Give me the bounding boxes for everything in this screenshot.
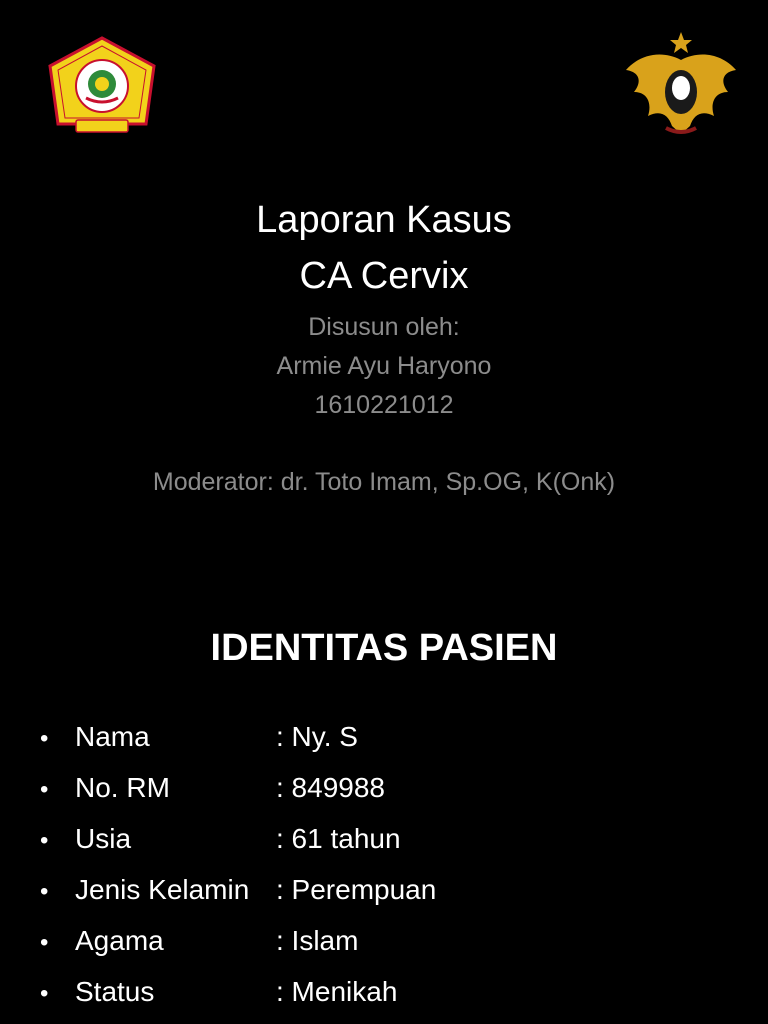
item-label: Jenis Kelamin [75, 874, 250, 905]
item-label: Usia [75, 823, 132, 854]
list-item [40, 763, 740, 814]
item-value: : Perempuan [276, 874, 437, 905]
list-item [40, 712, 740, 763]
item-value: : Ny. S [276, 721, 358, 752]
garuda-emblem-icon [622, 30, 740, 140]
author-name: Armie Ayu Haryono [276, 352, 492, 380]
title-line-1: Laporan Kasus [256, 199, 512, 241]
spacer [0, 425, 768, 463]
list-item [40, 916, 740, 967]
item-value: : Islam [276, 925, 359, 956]
presentation-title [0, 192, 768, 304]
bullet-icon: • [40, 878, 49, 905]
title-line-2: CA Cervix [299, 255, 469, 297]
item-label: Nama [75, 721, 150, 752]
item-label: Agama [75, 925, 164, 956]
item-label: Status [75, 976, 155, 1007]
bullet-icon: • [40, 827, 49, 854]
item-value: : Menikah [276, 976, 398, 1007]
bullet-icon: • [40, 776, 49, 803]
author-label: Disusun oleh: [308, 313, 460, 341]
list-item [40, 865, 740, 916]
upn-veteran-logo-icon [46, 36, 158, 136]
list-item [40, 814, 740, 865]
author-id: 1610221012 [314, 391, 454, 419]
bullet-icon: • [40, 980, 49, 1007]
section-heading: IDENTITAS PASIEN [210, 627, 558, 669]
list-item [40, 967, 740, 1018]
patient-identity-list [40, 712, 740, 1018]
item-label: No. RM [75, 772, 170, 803]
item-value: : 61 tahun [276, 823, 401, 854]
moderator-text: Moderator: dr. Toto Imam, Sp.OG, K(Onk) [152, 468, 616, 496]
presentation-subtitle [0, 308, 768, 502]
bullet-icon: • [40, 725, 49, 752]
bullet-icon: • [40, 929, 49, 956]
item-value: : 849988 [276, 772, 385, 803]
